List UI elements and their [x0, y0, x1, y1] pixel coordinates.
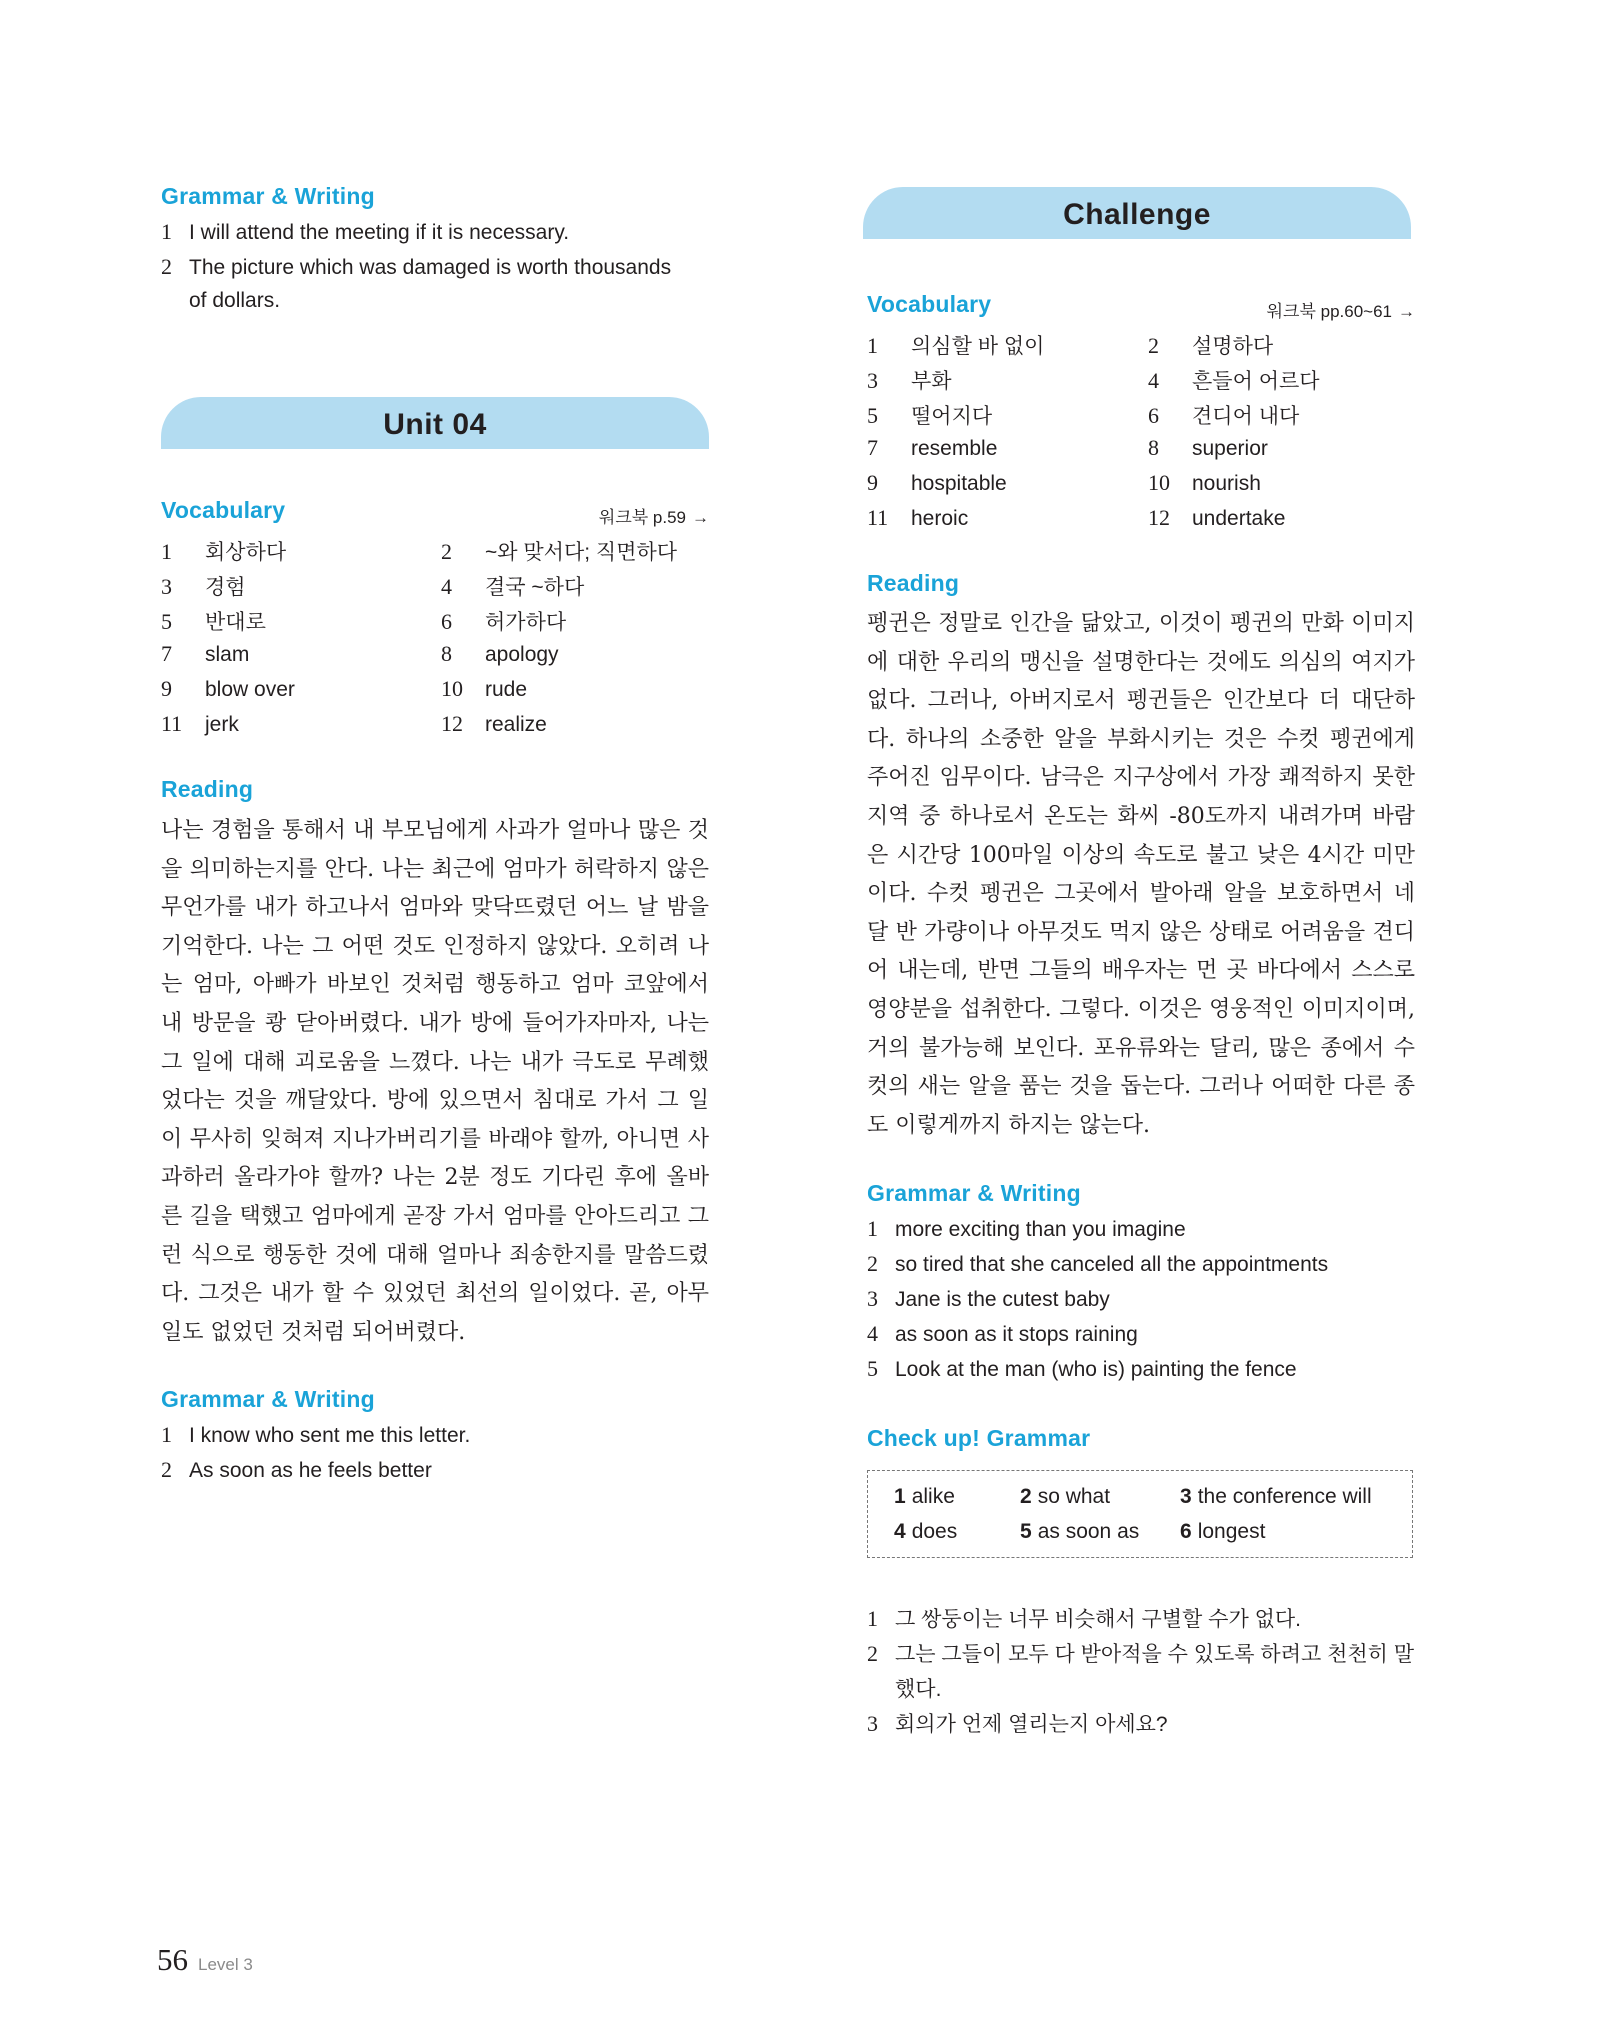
list-item [867, 1216, 1186, 1242]
reading-passage: 펭귄은 정말로 인간을 닮았고, 이것이 펭귄의 만화 이미지에 대한 우리의 맹신을 설명한다는 것에도 의심의 여지가 없다. 그러나, 아버지로서 펭귄들은 인간보다 더 대단하다. 하나의 소중한 알을 부화시키는 것은 수컷 펭귄에게 주어진 임무이다. 남극은 지구상에서 가장 쾌적하지 못한 지역 중 하나로서 온도는 화씨 -80도까지 내려가며 바람은 시간당 100마일 이상의 속도로 불고 낮은 4시간 미만이다. 수컷 펭귄은 그곳에서 발아래 알을 보호하면서 네 달 반 가량이나 아무것도 먹지 않은 상태로 어려움을 견디어 내는데, 반면 그들의 배우자는 먼 곳 바다에서 스스로 영양분을 섭취한다. 그렇다. 이것은 영웅적인 이미지이며, 거의 불가능해 보인다. 포유류와는 달리, 많은 종에서 수컷의 새는 알을 품는 것을 돕는다. 그러나 어떠한 다른 종도 이렇게까지 하지는 않는다. [867, 611, 1415, 1138]
list-item [161, 1457, 432, 1483]
vocab-item [441, 711, 547, 737]
vocab-item [1148, 330, 1273, 360]
list-item [867, 1251, 1328, 1277]
checkup-grammar-heading: Check up! Grammar [867, 1425, 1091, 1451]
item-text: 허가하다 [485, 611, 567, 634]
vocab-item [161, 571, 246, 601]
item-number: 10 [441, 676, 463, 701]
level-label: Level 3 [198, 1955, 253, 1974]
reading-heading: Reading [867, 570, 960, 596]
item-text: 견디어 내다 [1192, 405, 1300, 428]
item-text: 회의가 언제 열리는지 아세요? [895, 1713, 1168, 1736]
vocab-item [441, 641, 559, 667]
list-item [867, 1321, 1138, 1347]
item-text: alike [911, 1485, 955, 1508]
item-text: jerk [205, 713, 239, 736]
item-text: as soon as [1037, 1520, 1140, 1543]
item-text: undertake [1192, 507, 1286, 530]
list-item [161, 1422, 470, 1448]
workbook-page: 워크북 p.59 [598, 508, 686, 527]
vocab-item [441, 676, 527, 702]
list-item [867, 1286, 1110, 1312]
item-number: 4 [1148, 368, 1159, 393]
item-text: The picture which was damaged is worth thousands [189, 256, 672, 279]
vocab-item [1148, 400, 1299, 430]
item-text: 경험 [205, 576, 246, 599]
item-text: so tired that she canceled all the appointments [895, 1253, 1329, 1276]
item-text: the conference will [1197, 1485, 1372, 1508]
item-number: 1 [894, 1485, 906, 1508]
item-number: 8 [441, 641, 452, 666]
item-text: resemble [911, 437, 998, 460]
item-text: 반대로 [205, 611, 266, 634]
vocab-item [867, 365, 952, 395]
item-number: 5 [867, 403, 878, 428]
item-number: 2 [161, 254, 172, 279]
item-number: 11 [161, 711, 183, 736]
item-number: 2 [161, 1457, 172, 1482]
vocab-item [441, 571, 584, 601]
item-number: 1 [867, 333, 878, 358]
vocab-item [441, 536, 677, 566]
item-number: 1 [161, 1422, 172, 1447]
item-number: 7 [867, 435, 878, 460]
page-footer [157, 1942, 253, 1978]
item-text: 설명하다 [1192, 335, 1274, 358]
item-text: nourish [1192, 472, 1261, 495]
list-item [867, 1603, 1301, 1633]
page-number: 56 [157, 1942, 188, 1977]
item-text: realize [485, 713, 547, 736]
item-number: 9 [161, 676, 172, 701]
vocab-item [867, 470, 1007, 496]
list-item-continuation: 했다. [895, 1678, 942, 1701]
item-text: I will attend the meeting if it is necessary. [189, 221, 570, 244]
arrow-right-icon: → [692, 508, 709, 527]
vocab-item [1148, 470, 1261, 496]
item-number: 2 [1020, 1485, 1032, 1508]
vocab-item [1148, 435, 1268, 461]
vocab-item [1148, 365, 1320, 395]
item-number: 3 [867, 1286, 878, 1311]
item-text: heroic [911, 507, 969, 530]
item-number: 9 [867, 470, 878, 495]
vocab-item [1148, 505, 1285, 531]
item-number: 1 [867, 1606, 878, 1631]
item-text: blow over [205, 678, 295, 701]
item-text: so what [1037, 1485, 1111, 1508]
vocab-item [867, 330, 1044, 360]
item-number: 11 [867, 505, 889, 530]
item-number: 3 [1180, 1485, 1192, 1508]
item-number: 2 [1148, 333, 1159, 358]
item-text: Jane is the cutest baby [895, 1288, 1110, 1311]
grammar-writing-heading: Grammar & Writing [161, 1386, 375, 1412]
item-text: hospitable [911, 472, 1007, 495]
vocab-item [867, 400, 992, 430]
item-number: 4 [867, 1321, 878, 1346]
vocab-item [441, 606, 566, 636]
vocab-item [867, 505, 968, 531]
vocabulary-heading: Vocabulary [867, 291, 992, 317]
item-text: 그는 그들이 모두 다 받아적을 수 있도록 하려고 천천히 말 [895, 1643, 1415, 1666]
item-number: 1 [867, 1216, 878, 1241]
item-number: 6 [1148, 403, 1159, 428]
item-text: 부화 [911, 370, 952, 393]
item-text: 의심할 바 없이 [911, 335, 1045, 358]
item-number: 6 [1180, 1520, 1192, 1543]
item-text: as soon as it stops raining [895, 1323, 1138, 1346]
list-item [867, 1356, 1297, 1382]
item-text: apology [485, 643, 559, 666]
item-text: superior [1192, 437, 1268, 460]
item-text: I know who sent me this letter. [189, 1424, 471, 1447]
answer-item [1020, 1520, 1139, 1544]
item-number: 10 [1148, 470, 1170, 495]
vocab-item [161, 536, 286, 566]
item-number: 12 [1148, 505, 1170, 530]
answer-item [894, 1485, 955, 1509]
list-item [161, 254, 671, 280]
grammar-writing-heading: Grammar & Writing [867, 1180, 1081, 1206]
answer-item [1020, 1485, 1110, 1509]
unit-banner: Unit 04 [161, 397, 709, 449]
item-number: 5 [1020, 1520, 1032, 1543]
item-text: does [911, 1520, 958, 1543]
list-item [867, 1638, 1414, 1668]
item-number: 4 [441, 574, 452, 599]
item-number: 2 [441, 539, 452, 564]
item-number: 1 [161, 539, 172, 564]
reading-heading: Reading [161, 776, 254, 802]
item-number: 3 [867, 368, 878, 393]
item-text: 회상하다 [205, 541, 287, 564]
item-number: 5 [161, 609, 172, 634]
vocab-item [161, 711, 239, 737]
reading-passage: 나는 경험을 통해서 내 부모님에게 사과가 얼마나 많은 것을 의미하는지를 안다. 나는 최근에 엄마가 허락하지 않은 무언가를 내가 하고나서 엄마와 맞닥뜨렸던 어느 날 밤을 기억한다. 나는 그 어떤 것도 인정하지 않았다. 오히려 나는 엄마, 아빠가 바보인 것처럼 행동하고 엄마 코앞에서 내 방문을 쾅 닫아버렸다. 내가 방에 들어가자마자, 나는 그 일에 대해 괴로움을 느꼈다. 나는 내가 극도로 무례했었다는 것을 깨달았다. 방에 있으면서 침대로 가서 그 일이 무사히 잊혀져 지나가버리기를 바래야 할까, 아니면 사과하러 올라가야 할까? 나는 2분 정도 기다린 후에 올바른 길을 택했고 엄마에게 곧장 가서 엄마를 안아드리고 그런 식으로 행동한 것에 대해 얼마나 죄송한지를 말씀드렸다. 그것은 내가 할 수 있었던 최선의 일이었다. 곧, 아무 일도 없었던 것처럼 되어버렸다. [161, 818, 709, 1345]
item-number: 7 [161, 641, 172, 666]
item-number: 1 [161, 219, 172, 244]
item-number: 4 [894, 1520, 906, 1543]
item-text: Look at the man (who is) painting the fence [895, 1358, 1297, 1381]
list-item [867, 1708, 1168, 1738]
item-number: 2 [867, 1641, 878, 1666]
item-text: 그 쌍둥이는 너무 비슷해서 구별할 수가 없다. [895, 1608, 1301, 1631]
item-number: 12 [441, 711, 463, 736]
vocab-item [161, 641, 249, 667]
item-text: 결국 ~하다 [485, 576, 585, 599]
grammar-writing-heading: Grammar & Writing [161, 183, 375, 209]
item-text: ~와 맞서다; 직면하다 [485, 541, 678, 564]
list-item-continuation: of dollars. [189, 289, 281, 312]
answer-box [867, 1470, 1413, 1558]
item-number: 5 [867, 1356, 878, 1381]
item-text: more exciting than you imagine [895, 1218, 1186, 1241]
item-text: longest [1197, 1520, 1266, 1543]
item-number: 6 [441, 609, 452, 634]
item-text: As soon as he feels better [189, 1459, 432, 1482]
item-number: 8 [1148, 435, 1159, 460]
item-number: 2 [867, 1251, 878, 1276]
arrow-right-icon: → [1398, 302, 1415, 321]
workbook-reference[interactable] [1267, 297, 1415, 322]
item-text: 흔들어 어르다 [1192, 370, 1320, 393]
answer-item [1180, 1485, 1372, 1509]
list-item [161, 219, 569, 245]
item-text: slam [205, 643, 250, 666]
challenge-banner: Challenge [863, 187, 1411, 239]
vocabulary-heading: Vocabulary [161, 497, 286, 523]
vocab-item [161, 676, 295, 702]
item-number: 3 [867, 1711, 878, 1736]
item-text: rude [485, 678, 528, 701]
vocab-item [161, 606, 266, 636]
item-number: 3 [161, 574, 172, 599]
workbook-reference[interactable] [599, 503, 709, 528]
answer-item [1180, 1520, 1265, 1544]
item-text: 떨어지다 [911, 405, 993, 428]
answer-item [894, 1520, 957, 1544]
vocab-item [867, 435, 997, 461]
workbook-page: 워크북 pp.60~61 [1266, 302, 1392, 321]
